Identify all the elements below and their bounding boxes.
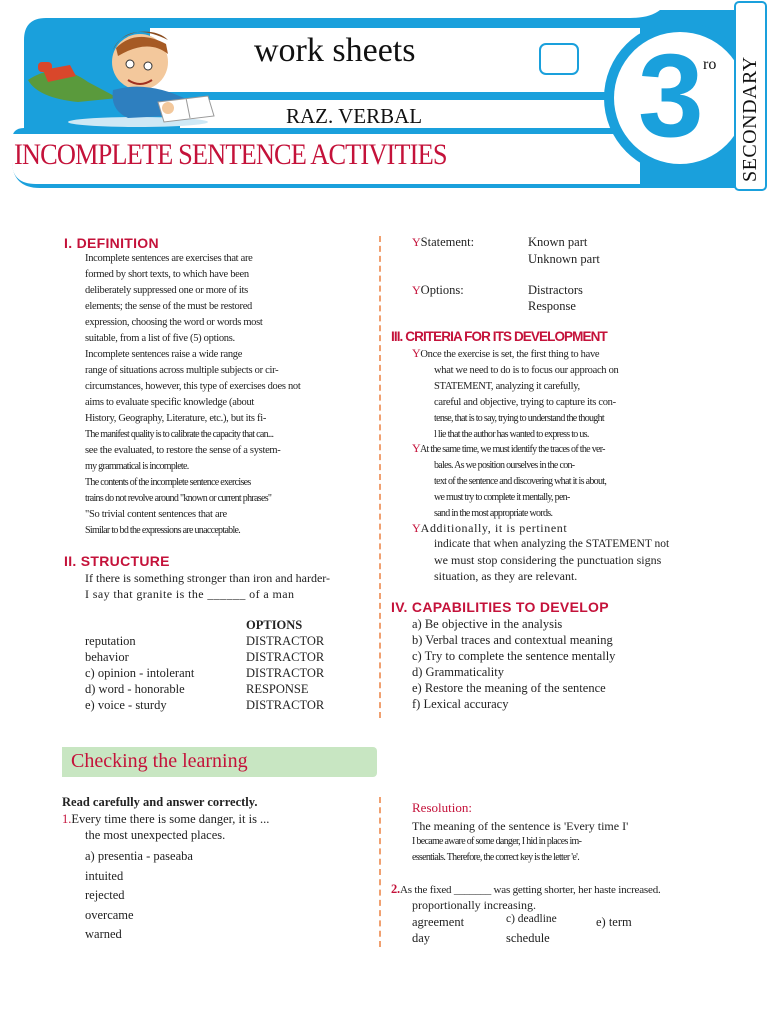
answer-option[interactable]: c) deadline — [506, 913, 557, 925]
criteria-paragraph-1 — [412, 345, 712, 443]
criteria-paragraph-2 — [412, 440, 712, 522]
criteria-line: we must stop considering the punctuation signs — [434, 553, 662, 567]
criteria-line: sand in the most appropriate words. — [434, 508, 553, 519]
criteria-line: what we need to do is to focus our approach on — [434, 365, 619, 376]
bullet-marker: Y — [412, 441, 420, 455]
option-text: behavior — [85, 650, 129, 664]
statement-value: Known part — [528, 235, 588, 249]
answer-option[interactable]: overcame — [85, 907, 134, 922]
checking-title: Checking the learning — [71, 750, 248, 772]
options-header: OPTIONS — [246, 618, 303, 632]
resolution-line: I became aware of some danger, I hid in places im- — [412, 836, 582, 847]
option-role: RESPONSE — [246, 682, 309, 696]
criteria-line: At the same time, we must identify the traces of the ver- — [419, 444, 605, 455]
answer-option[interactable]: a) presentia - paseaba — [85, 849, 193, 863]
criteria-line: STATEMENT, analyzing it carefully, — [434, 381, 580, 392]
statement-row — [412, 235, 474, 250]
capabilities-title: IV. CAPABILITIES TO DEVELOP — [391, 599, 609, 615]
definition-line: see the evaluated, to restore the sense of a system- — [85, 445, 281, 456]
definition-line: expression, choosing the word or words most — [85, 317, 263, 328]
question-text-2: the most unexpected places. — [85, 828, 226, 842]
question-text: Every time there is some danger, it is ... — [71, 812, 270, 826]
option-role: DISTRACTOR — [246, 698, 325, 712]
criteria-line: situation, as they are relevant. — [434, 569, 578, 583]
definition-title: I. DEFINITION — [64, 235, 159, 251]
option-text: e) voice - sturdy — [85, 698, 167, 712]
option-role: DISTRACTOR — [246, 666, 325, 680]
definition-line: suitable, from a list of five (5) options. — [85, 333, 235, 344]
capabilities-list — [412, 617, 615, 712]
option-text: d) word - honorable — [85, 682, 185, 696]
option-row — [85, 698, 167, 713]
definition-line: aims to evaluate specific knowledge (about — [85, 397, 255, 408]
option-row — [85, 650, 129, 665]
bullet-marker: Y — [412, 235, 421, 249]
header — [0, 0, 768, 200]
definition-line: circumstances, however, this type of exercises does not — [85, 381, 301, 392]
answer-option[interactable]: e) term — [596, 915, 632, 929]
definition-line: formed by short texts, to which have been — [85, 269, 249, 280]
resolution-line: The meaning of the sentence is 'Every time I' — [412, 819, 629, 833]
criteria-line: Once the exercise is set, the first thing to have — [420, 349, 600, 360]
option-row — [85, 634, 136, 649]
definition-line: Incomplete sentences raise a wide range — [85, 349, 243, 360]
option-row — [85, 682, 185, 697]
resolution-text — [412, 818, 628, 866]
list-item: a) Be objective in the analysis — [412, 617, 563, 631]
criteria-line: careful and objective, trying to capture its con- — [434, 397, 616, 408]
options-value: Response — [528, 299, 576, 313]
grade-suffix: ro — [703, 56, 717, 73]
question-number: 1. — [62, 812, 72, 826]
boy-reading-illustration — [18, 10, 218, 130]
criteria-line: tense, that is to say, trying to understand the thought — [434, 413, 604, 424]
structure-line-1: If there is something stronger than iron and harder- — [85, 571, 331, 585]
answer-option[interactable]: schedule — [506, 931, 550, 945]
criteria-line: we must try to complete it mentally, pen- — [434, 492, 570, 503]
definition-line: trains do not revolve around "known or current phrases" — [85, 493, 272, 504]
list-item: f) Lexical accuracy — [412, 696, 509, 711]
option-role: DISTRACTOR — [246, 634, 325, 648]
definition-line: "So trivial content sentences that are — [85, 509, 227, 520]
instruction: Read carefully and answer correctly. — [62, 795, 258, 809]
structure-title: II. STRUCTURE — [64, 553, 170, 569]
bullet-marker: Y — [412, 521, 421, 535]
resolution-line: essentials. Therefore, the correct key is the letter 'e'. — [412, 852, 580, 863]
bullet-marker: Y — [412, 346, 421, 360]
question-number: 2. — [391, 882, 400, 896]
definition-line: deliberately suppressed one or more of its — [85, 285, 248, 296]
statement-value: Unknown part — [528, 252, 600, 266]
answer-option[interactable]: rejected — [85, 888, 125, 902]
question-2 — [391, 882, 661, 897]
criteria-title: III. CRITERIA FOR ITS DEVELOPMENT — [391, 329, 607, 344]
list-item: d) Grammaticality — [412, 664, 504, 679]
worksheet-title: work sheets — [254, 32, 416, 69]
criteria-line: l lie that the author has wanted to express to us. — [434, 429, 589, 440]
answer-option[interactable]: intuited — [85, 868, 124, 883]
definition-line: range of situations across multiple subjects or cir- — [85, 365, 279, 376]
answer-option[interactable]: warned — [85, 927, 122, 941]
level-label: SECONDARY — [739, 56, 761, 182]
criteria-line: text of the sentence and discovering what it is about, — [434, 476, 607, 487]
list-item: c) Try to complete the sentence mentally — [412, 648, 616, 663]
option-text: reputation — [85, 634, 136, 648]
options-row — [412, 283, 464, 298]
definition-text — [85, 251, 375, 539]
statement-label: Statement: — [420, 235, 475, 249]
grade-number: 3 — [638, 30, 704, 162]
options-label: Options: — [420, 283, 464, 297]
resolution-title: Resolution: — [412, 800, 472, 815]
options-value: Distractors — [528, 283, 583, 297]
definition-line: Similar to bd the expressions are unacceptable. — [85, 525, 241, 536]
definition-line: elements; the sense of the must be restored — [85, 301, 253, 312]
definition-line: The contents of the incomplete sentence exercises — [85, 477, 251, 488]
list-item: e) Restore the meaning of the sentence — [412, 680, 606, 695]
criteria-line: bales. As we position ourselves in the con- — [434, 460, 575, 471]
option-text: c) opinion - intolerant — [85, 666, 195, 680]
criteria-line: Additionally, it is pertinent — [420, 521, 568, 535]
column-divider — [379, 797, 381, 947]
definition-line: Incomplete sentences are exercises that are — [85, 253, 253, 264]
criteria-line: indicate that when analyzing the STATEMENT not — [434, 538, 670, 550]
definition-line: The manifest quality is to calibrate the capacity that can... — [85, 429, 274, 440]
definition-line: my grammatical is incomplete. — [85, 461, 189, 472]
answer-option[interactable]: agreement — [412, 915, 465, 929]
column-divider — [379, 236, 381, 718]
option-role: DISTRACTOR — [246, 650, 325, 664]
structure-line-2: I say that granite is the ______ of a man — [85, 587, 295, 601]
criteria-paragraph-3 — [412, 520, 712, 584]
answer-option[interactable]: day — [412, 931, 431, 945]
page-heading: INCOMPLETE SENTENCE ACTIVITIES — [14, 138, 447, 171]
question-text: As the fixed _______ was getting shorter, her haste increased. — [399, 884, 661, 896]
question-1-options — [85, 847, 193, 945]
option-row — [85, 666, 194, 681]
question-text-2: proportionally increasing. — [412, 898, 536, 912]
list-item: b) Verbal traces and contextual meaning — [412, 632, 613, 647]
bullet-marker: Y — [412, 283, 421, 297]
subject-label: RAZ. VERBAL — [286, 104, 423, 128]
definition-line: History, Geography, Literature, etc.), but its fi- — [85, 413, 267, 424]
question-1 — [62, 812, 269, 827]
